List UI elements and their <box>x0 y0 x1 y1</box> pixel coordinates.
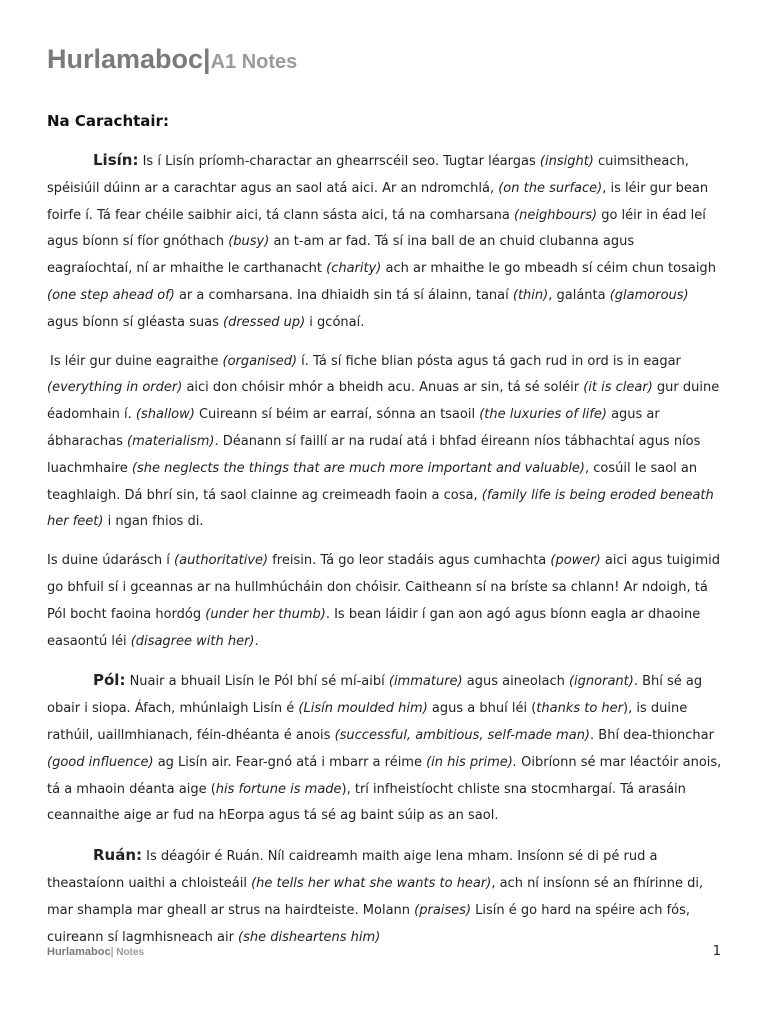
paragraph-text: , cosúil le saol an teaghlaigh. Dá bhrí sin, tá saol clainne ag creimeadh faoin a cosa, <box>47 460 698 503</box>
english-gloss: his fortune is made <box>215 781 342 797</box>
english-gloss: (it is clear) <box>583 380 653 396</box>
english-gloss: (neighbours) <box>514 207 598 223</box>
paragraph-text: ), trí infheistíocht chliste sna stocmhargaí. Tá arasáin ceannaithe aige ar fud na hEorpa agus tá sé ag baint súip as an saol. <box>47 781 686 824</box>
paragraph-text: gur duine éadomhain í. <box>47 380 720 423</box>
english-gloss: thanks to her <box>536 701 624 717</box>
paragraph-text: aici don chóisir mhór a bheidh acu. Anuas ar sin, tá sé soléir <box>182 380 584 396</box>
english-gloss: (organised) <box>222 353 298 369</box>
paragraph-text: . Bhí dea-thionchar <box>590 727 714 743</box>
english-gloss: (he tells her what she wants to hear) <box>251 875 492 891</box>
paragraph-text: . Déanann sí faillí ar na rudaí atá i bhfad éireann níos tábhachtaí agus níos luachmhaire <box>47 433 701 476</box>
paragraph-text: aici agus tuigimid go bhfuil sí i gceannas ar na hullmhúcháin don chóisir. Caitheann sí na bríste sa chlann! Ar ndoigh, tá Pól bocht faoina hordóg <box>47 553 721 622</box>
paragraph-text: go léir in éad leí agus bíonn sí fíor gnóthach <box>47 207 706 250</box>
paragraph-text: Oibríonn sé mar léactóir anois, tá a mhaoin déanta aige ( <box>47 754 722 797</box>
english-gloss: (under her thumb) <box>205 606 326 622</box>
character-name: Ruán: <box>93 846 143 865</box>
english-gloss: (successful, ambitious, self-made man) <box>334 727 591 743</box>
page-title <box>47 44 297 75</box>
paragraph-text: i gcónaí. <box>305 314 365 330</box>
english-gloss: (she neglects the things that are much more important and valuable) <box>131 460 585 476</box>
document-subtitle: A1 Notes <box>210 51 298 73</box>
english-gloss: (busy) <box>228 234 270 250</box>
paragraph-text: ), is duine rathúil, uaillmhianach, féin-dhéanta é anois <box>47 701 688 743</box>
english-gloss: (Lisín moulded him) <box>298 701 428 717</box>
paragraph-text: , ach ní insíonn sé an fhírinne di, mar shampla mar gheall ar strus na hairdteiste. Molann <box>47 875 704 918</box>
paragraph-text: agus ar ábharachas <box>47 407 660 449</box>
paragraph-text: Nuair a bhuail Lisín le Pól bhí sé mí-aibí <box>125 674 389 690</box>
paragraph-lisin-3 <box>47 548 723 655</box>
paragraph-text: i ngan fhios di. <box>103 514 204 530</box>
english-gloss: (in his prime). <box>426 754 517 770</box>
english-gloss: (good influence) <box>47 754 154 770</box>
english-gloss: (disagree with her) <box>130 633 255 649</box>
english-gloss: (family life is being eroded beneath her feet) <box>47 487 714 530</box>
paragraph-text: í. Tá sí fiche blian pósta agus tá gach rud in ord is in eagar <box>297 353 681 369</box>
english-gloss: (glamorous) <box>609 287 689 303</box>
paragraph-text: ag Lisín air. Fear-gnó atá i mbarr a réime <box>153 754 427 770</box>
paragraph-text: . Is bean láidir í gan aon agó agus bíonn eagla ar dhaoine easaontú léi <box>47 606 701 649</box>
paragraph-text: Is duine údarásch í <box>47 553 175 569</box>
english-gloss: (charity) <box>326 261 382 277</box>
paragraph-text: , galánta <box>548 287 610 303</box>
section-heading: Na Carachtair: <box>47 112 169 130</box>
paragraph-text: . Bhí sé ag obair i siopa. Áfach, mhúnlaigh Lisín é <box>47 674 703 717</box>
document-title: Hurlamaboc <box>47 44 204 74</box>
title-separator: | <box>203 44 211 74</box>
paragraph-text: cuimsitheach, spéisiúil dúinn ar a carachtar agus an saol atá aici. Ar an ndromchlá, <box>47 154 689 196</box>
footer-separator: | <box>110 946 114 958</box>
paragraph-text: ach ar mhaithe le go mbeadh sí céim chun tosaigh <box>381 261 716 277</box>
footer-title: Hurlamaboc <box>47 946 111 958</box>
english-gloss: (one step ahead of) <box>47 287 175 303</box>
english-gloss: (materialism) <box>127 433 215 449</box>
paragraph-text: freisin. Tá go leor stadáis agus cumhachta <box>268 553 551 569</box>
english-gloss: (immature) <box>388 674 463 690</box>
english-gloss: (everything in order) <box>47 380 183 396</box>
paragraph-text: , is léir gur bean foirfe í. Tá fear chéile saibhir aici, tá clann sásta aici, tá na comharsana <box>47 180 709 223</box>
english-gloss: (she disheartens him) <box>238 929 381 945</box>
character-name: Lisín: <box>93 151 139 169</box>
paragraph-text: agus bíonn sí gléasta suas <box>47 314 223 330</box>
english-gloss: (authoritative) <box>174 553 269 569</box>
english-gloss: (insight) <box>539 154 594 169</box>
english-gloss: (shallow) <box>135 407 195 423</box>
paragraph-ruan <box>47 842 723 951</box>
paragraph-text: Cuireann sí béim ar earraí, sónna an tsaoil <box>194 407 480 423</box>
page-footer <box>47 946 144 958</box>
paragraph-text: ar a comharsana. Ina dhiaidh sin tá sí álainn, tanaí <box>174 287 513 303</box>
character-name: Pól: <box>93 671 126 690</box>
english-gloss: (power) <box>550 553 601 569</box>
paragraph-text: an t-am ar fad. Tá sí ina ball de an chuid clubanna agus eagraíochtaí, ní ar mhaithe le carthanacht <box>47 234 635 277</box>
footer-subtitle: Notes <box>113 947 144 958</box>
paragraph-text: Is í Lisín príomh-charactar an ghearrscéil seo. Tugtar léargas <box>138 154 540 169</box>
paragraph-text: Is léir gur duine eagraithe <box>50 353 223 369</box>
notes-body <box>47 147 723 963</box>
paragraph-text: agus a bhuí léi ( <box>427 701 537 717</box>
english-gloss: (ignorant) <box>568 674 634 690</box>
paragraph-lisin-1 <box>47 147 723 337</box>
english-gloss: (thin) <box>512 287 549 303</box>
page-number: 1 <box>712 944 721 959</box>
english-gloss: (dressed up) <box>223 314 306 330</box>
paragraph-pol <box>47 667 723 830</box>
paragraph-text: Is déagóir é Ruán. Níl caidreamh maith aige lena mham. Insíonn sé di pé rud a theastaíonn uaithi a chloisteáil <box>47 849 658 891</box>
paragraph-text: . <box>254 633 259 649</box>
paragraph-text: agus aineolach <box>462 674 569 690</box>
english-gloss: (the luxuries of life) <box>479 407 607 423</box>
paragraph-lisin-2 <box>47 349 723 537</box>
english-gloss: (on the surface) <box>498 180 603 196</box>
english-gloss: (praises) <box>414 902 472 918</box>
paragraph-text: Lisín é go hard na spéire ach fós, cuireann sí lagmhisneach air <box>47 902 691 945</box>
